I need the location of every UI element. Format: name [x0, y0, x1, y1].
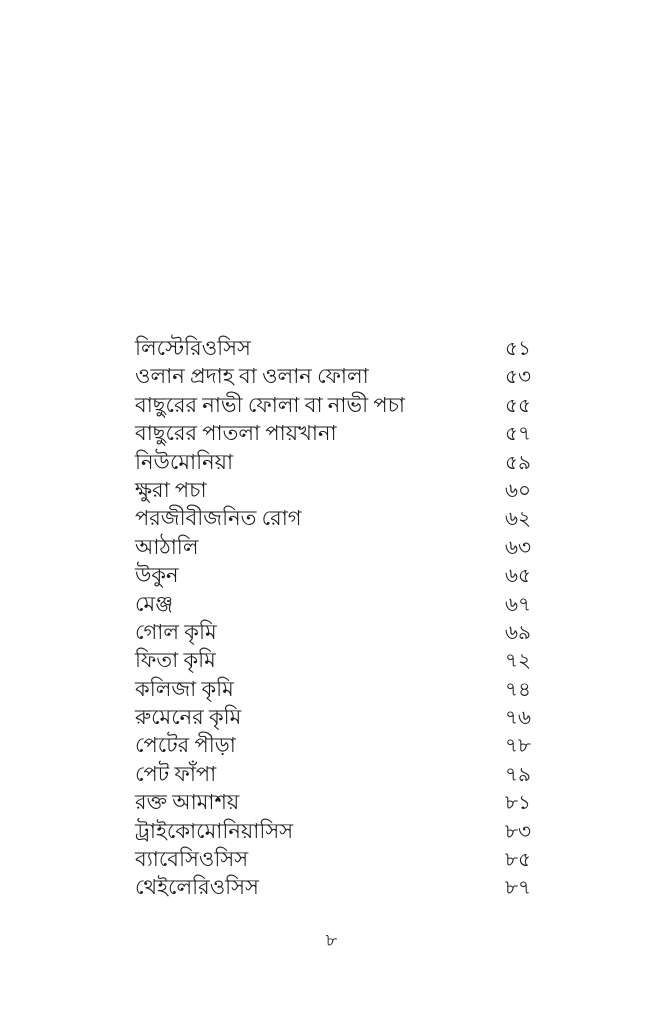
toc-entry-page-number: ৮৭: [505, 877, 531, 900]
toc-entry-page-number: ৫৯: [505, 451, 531, 474]
toc-entry-title: ফিতা কৃমি: [135, 648, 216, 673]
toc-entry-title: আঠালি: [135, 534, 199, 559]
toc-entry: [135, 703, 531, 731]
toc-entry-title: পেটের পীড়া: [135, 733, 236, 758]
toc-entry-page-number: ৫৫: [505, 394, 531, 417]
toc-entry-title: ট্রাইকোমোনিয়াসিস: [135, 818, 294, 843]
toc-entry-page-number: ৬৯: [505, 621, 531, 644]
toc-entry-page-number: ৮৩: [505, 820, 531, 843]
toc-list: [135, 334, 531, 902]
toc-entry-page-number: ৬৭: [504, 593, 531, 616]
folio-page-number: ৮: [325, 930, 338, 950]
toc-entry: [135, 419, 531, 447]
toc-entry-page-number: ৮১: [505, 792, 531, 815]
toc-entry: [135, 334, 531, 362]
toc-entry: [135, 448, 531, 476]
toc-entry-page-number: ৫৭: [505, 423, 531, 446]
toc-entry-page-number: ৭৮: [505, 735, 531, 758]
toc-entry: [135, 533, 531, 561]
toc-entry: [135, 561, 531, 589]
toc-entry-page-number: ৭৬: [504, 707, 531, 730]
toc-entry-title: বাছুরের পাতলা পায়খানা: [135, 421, 337, 446]
toc-entry-page-number: ৬২: [504, 508, 531, 531]
toc-entry: [135, 391, 531, 419]
toc-entry-title: উকুন: [135, 563, 179, 588]
toc-entry-title: পরজীবীজনিত রোগ: [135, 506, 302, 531]
toc-entry-page-number: ৭৪: [505, 678, 531, 701]
toc-entry: [135, 845, 531, 873]
toc-entry-title: মেঞ্জ: [135, 591, 174, 616]
toc-entry-title: থেইলেরিওসিস: [135, 875, 259, 900]
toc-entry: [135, 731, 531, 759]
toc-entry-title: কলিজা কৃমি: [135, 676, 234, 701]
toc-entry: [135, 476, 531, 504]
toc-entry-page-number: ৬৫: [505, 565, 531, 588]
toc-entry-page-number: ৫১: [505, 338, 531, 360]
toc-entry: [135, 504, 531, 532]
toc-entry-page-number: ৭২: [504, 650, 531, 673]
toc-entry-title: ক্ষুরা পচা: [135, 477, 207, 502]
toc-entry-title: ব্যাবেসিওসিস: [135, 847, 249, 872]
toc-entry-title: ওলান প্রদাহ বা ওলান ফোলা: [135, 364, 369, 389]
toc-entry-title: রুমেনের কৃমি: [135, 705, 242, 730]
toc-entry: [135, 646, 531, 674]
toc-entry-page-number: ৬০: [504, 479, 531, 502]
toc-entry-title: বাছুরের নাভী ফোলা বা নাভী পচা: [135, 392, 406, 417]
toc-entry: [135, 760, 531, 788]
toc-entry-page-number: ৭৯: [505, 763, 531, 786]
toc-entry-title: লিস্টেরিওসিস: [135, 336, 251, 360]
toc-entry-title: পেট ফাঁপা: [135, 761, 217, 786]
toc-entry: [135, 873, 531, 901]
toc-entry-page-number: ৬৩: [504, 536, 531, 559]
toc-entry-title: রক্ত আমাশয়: [135, 790, 240, 815]
toc-entry: [135, 817, 531, 845]
toc-entry-title: নিউমোনিয়া: [135, 449, 234, 474]
toc-entry: [135, 618, 531, 646]
toc-entry-page-number: ৮৫: [505, 849, 531, 872]
toc-entry-page-number: ৫৩: [505, 366, 531, 389]
toc-entry: [135, 675, 531, 703]
toc-entry: [135, 362, 531, 390]
toc-entry: [135, 590, 531, 618]
toc-entry-title: গোল কৃমি: [135, 619, 217, 644]
toc-entry: [135, 788, 531, 816]
